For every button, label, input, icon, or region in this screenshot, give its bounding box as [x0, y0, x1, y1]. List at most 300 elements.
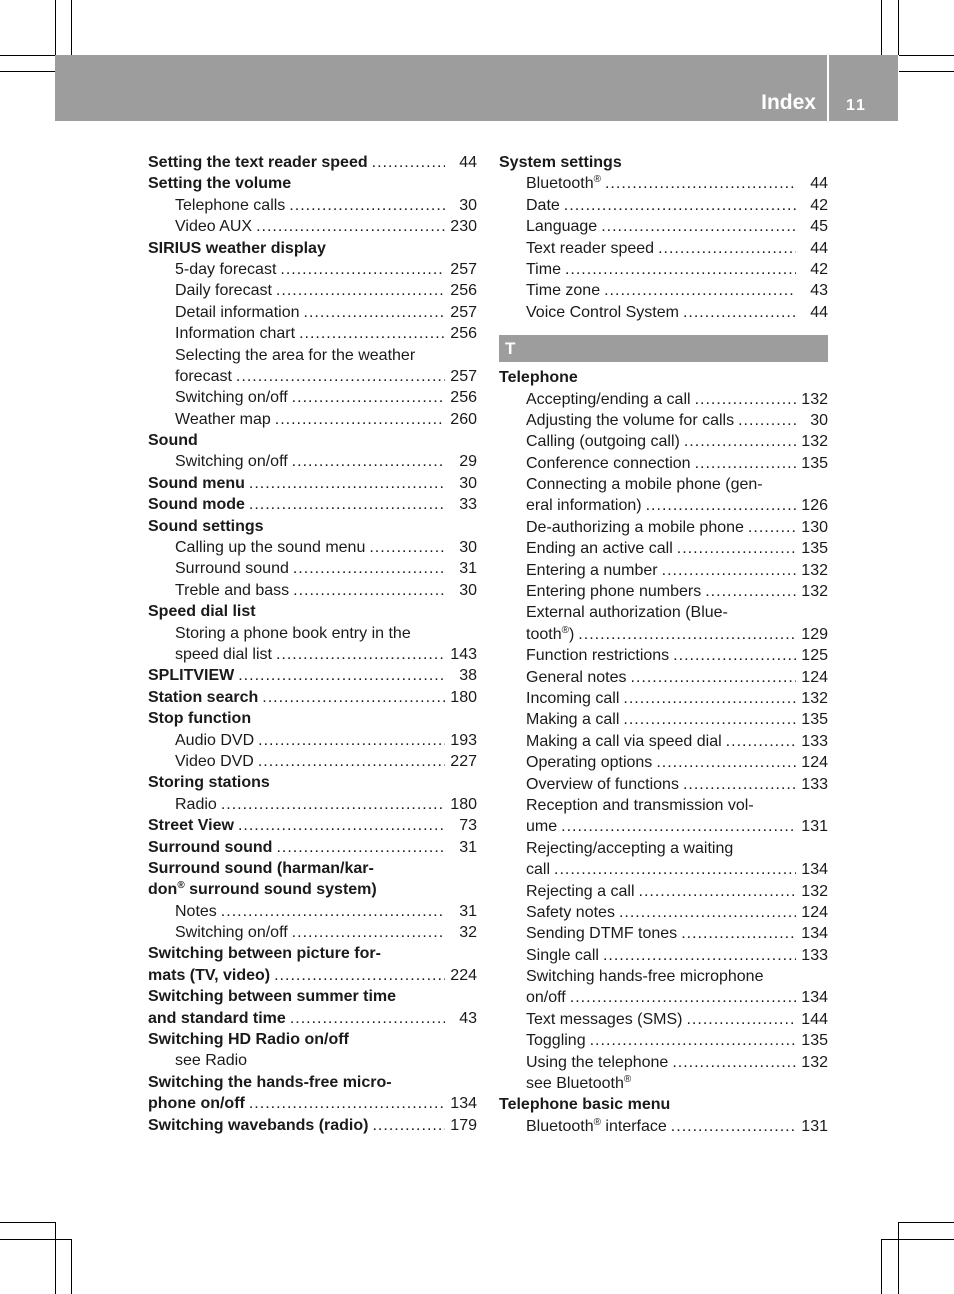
entry-label: Storing a phone book entry in the	[175, 624, 411, 642]
entry-text	[148, 665, 238, 686]
leader-dots	[658, 238, 796, 259]
leader-dots	[677, 538, 796, 559]
index-entry	[148, 772, 477, 793]
entry-text	[526, 688, 623, 709]
leader-dots	[276, 837, 445, 858]
index-subentry	[148, 195, 477, 216]
entry-text	[148, 1031, 349, 1048]
index-subentry	[499, 966, 828, 987]
section-letter-bar: T	[499, 335, 828, 362]
entry-label-suffix: )	[568, 625, 575, 643]
page-reference[interactable]: 30	[445, 537, 477, 558]
entry-label: Speed dial list	[148, 603, 256, 621]
leader-dots	[695, 453, 796, 474]
leader-dots	[683, 774, 796, 795]
entry-text	[526, 517, 748, 538]
entry-label: Sound settings	[148, 517, 264, 535]
page-reference[interactable]: 131	[796, 1116, 828, 1137]
entry-text	[526, 431, 684, 452]
entry-text	[526, 1009, 686, 1030]
leader-dots	[603, 945, 796, 966]
page-reference[interactable]: 134	[796, 987, 828, 1008]
index-entry	[148, 858, 477, 879]
page-reference[interactable]: 42	[796, 195, 828, 216]
entry-label: Bluetooth	[526, 175, 594, 193]
entry-label: Switching between summer time	[148, 988, 397, 1006]
page-reference[interactable]: 125	[796, 645, 828, 666]
entry-label: Sound mode	[148, 496, 245, 514]
page-reference[interactable]: 44	[796, 238, 828, 259]
entry-label: Setting the text reader speed	[148, 154, 368, 171]
page-reference[interactable]: 43	[796, 280, 828, 301]
entry-text	[526, 667, 631, 688]
index-entry	[148, 1008, 477, 1029]
index-subentry	[148, 1050, 477, 1071]
leader-dots	[289, 195, 445, 216]
index-entry	[148, 815, 477, 836]
index-subentry	[148, 901, 477, 922]
entry-text	[148, 881, 377, 898]
index-entry	[148, 601, 477, 622]
entry-text	[148, 152, 372, 173]
entry-label: Time zone	[526, 282, 601, 300]
page-reference[interactable]: 131	[796, 816, 828, 837]
entry-text	[526, 280, 604, 301]
entry-label: SIRIUS weather display	[148, 239, 326, 257]
entry-label-suffix: interface	[600, 1117, 667, 1135]
entry-label: Operating options	[526, 754, 653, 772]
page-reference[interactable]: 31	[445, 558, 477, 579]
entry-text	[175, 409, 275, 430]
page-title: Index	[761, 91, 816, 114]
entry-text	[526, 173, 605, 194]
page-reference[interactable]: 33	[445, 494, 477, 515]
index-entry	[499, 1094, 828, 1115]
index-entry	[148, 708, 477, 729]
leader-dots	[221, 794, 445, 815]
entry-text	[175, 280, 276, 301]
page-reference[interactable]: 256	[445, 387, 477, 408]
entry-label: Conference connection	[526, 454, 691, 472]
entry-text	[175, 644, 276, 665]
entry-label: Single call	[526, 946, 599, 964]
index-entry	[148, 986, 477, 1007]
leader-dots	[604, 280, 796, 301]
entry-label: Street View	[148, 817, 234, 835]
entry-label: tooth	[526, 625, 562, 643]
entry-label: Text messages (SMS)	[526, 1010, 683, 1028]
leader-dots	[554, 859, 796, 880]
entry-text	[526, 774, 683, 795]
page-reference[interactable]: 124	[796, 752, 828, 773]
entry-label: Switching hands-free microphone	[526, 968, 764, 986]
leader-dots	[695, 389, 796, 410]
index-subentry	[499, 838, 828, 859]
entry-label: SPLITVIEW	[148, 667, 235, 685]
leader-dots	[299, 323, 445, 344]
page-reference[interactable]: 135	[796, 709, 828, 730]
entry-label: Information chart	[175, 325, 296, 343]
page-reference[interactable]: 134	[796, 859, 828, 880]
page-reference[interactable]: 260	[445, 409, 477, 430]
entry-text	[526, 538, 677, 559]
leader-dots	[276, 280, 445, 301]
leader-dots	[570, 987, 796, 1008]
page-reference[interactable]: 32	[445, 922, 477, 943]
index-subentry	[148, 751, 477, 772]
index-subentry	[499, 410, 828, 431]
entry-label: Text reader speed	[526, 239, 655, 257]
entry-text	[175, 195, 289, 216]
page-reference[interactable]: 132	[796, 1052, 828, 1073]
entry-text	[175, 537, 369, 558]
index-subentry	[499, 474, 828, 495]
page-reference[interactable]: 227	[445, 751, 477, 772]
entry-label: Safety notes	[526, 903, 615, 921]
leader-dots	[221, 901, 445, 922]
entry-text	[526, 945, 603, 966]
index-subentry	[499, 752, 828, 773]
leader-dots	[681, 923, 796, 944]
leader-dots	[646, 495, 796, 516]
page-reference[interactable]: 144	[796, 1009, 828, 1030]
registered-mark: ®	[561, 624, 569, 636]
page-reference[interactable]: 38	[445, 665, 477, 686]
leader-dots	[623, 688, 796, 709]
page-reference[interactable]: 257	[445, 302, 477, 323]
entry-label: Weather map	[175, 410, 271, 428]
leader-dots	[290, 1008, 445, 1029]
leader-dots	[276, 644, 445, 665]
page-reference[interactable]: 135	[796, 538, 828, 559]
index-subentry	[148, 302, 477, 323]
registered-mark: ®	[593, 174, 601, 186]
index-subentry	[148, 280, 477, 301]
index-subentry	[499, 624, 828, 645]
page-reference[interactable]: 230	[445, 216, 477, 237]
crop-mark	[0, 1239, 71, 1240]
index-subentry	[499, 495, 828, 516]
page-reference[interactable]: 224	[445, 965, 477, 986]
page-number: 11	[846, 97, 867, 114]
entry-text	[526, 645, 673, 666]
index-subentry	[499, 173, 828, 194]
page-reference[interactable]: 73	[445, 815, 477, 836]
index-column-left	[148, 152, 477, 1136]
index-subentry	[148, 558, 477, 579]
page-reference[interactable]: 30	[445, 580, 477, 601]
leader-dots	[601, 216, 796, 237]
index-subentry	[499, 1030, 828, 1051]
index-subentry	[148, 730, 477, 751]
entry-label: Entering phone numbers	[526, 583, 702, 601]
page-reference[interactable]: 42	[796, 259, 828, 280]
entry-text	[526, 1116, 671, 1137]
page-reference[interactable]: 43	[445, 1008, 477, 1029]
index-entry	[148, 430, 477, 451]
leader-dots	[280, 259, 445, 280]
entry-text	[148, 837, 276, 858]
entry-text	[526, 881, 639, 902]
leader-dots	[304, 302, 446, 323]
leader-dots	[631, 667, 796, 688]
page-reference[interactable]: 30	[445, 473, 477, 494]
index-subentry	[148, 623, 477, 644]
entry-text	[526, 624, 578, 645]
index-subentry	[499, 1116, 828, 1137]
entry-text	[148, 473, 249, 494]
page-reference[interactable]: 134	[796, 923, 828, 944]
page-reference[interactable]: 45	[796, 216, 828, 237]
leader-dots	[292, 451, 445, 472]
index-subentry	[148, 345, 477, 366]
index-subentry	[148, 451, 477, 472]
entry-text	[526, 816, 561, 837]
entry-label: Video DVD	[175, 752, 254, 770]
leader-dots	[564, 195, 796, 216]
crop-mark	[55, 1222, 56, 1294]
entry-text	[148, 687, 262, 708]
page-reference[interactable]: 44	[445, 152, 477, 173]
index-subentry	[499, 538, 828, 559]
index-entry	[148, 473, 477, 494]
page-reference[interactable]: 256	[445, 323, 477, 344]
entry-text	[526, 1075, 631, 1092]
index-entry	[148, 1072, 477, 1093]
page-reference[interactable]: 126	[796, 495, 828, 516]
index-subentry	[499, 517, 828, 538]
index-subentry	[499, 709, 828, 730]
entry-label: 5-day forecast	[175, 260, 277, 278]
index-subentry	[499, 1052, 828, 1073]
index-subentry	[499, 816, 828, 837]
index-subentry	[499, 216, 828, 237]
index-entry	[148, 173, 477, 194]
entry-label: Telephone basic menu	[499, 1096, 671, 1114]
page-reference[interactable]: 130	[796, 517, 828, 538]
page-reference[interactable]: 29	[445, 451, 477, 472]
index-subentry	[499, 795, 828, 816]
index-subentry	[499, 195, 828, 216]
page-reference[interactable]: 132	[796, 688, 828, 709]
entry-label: mats (TV, video)	[148, 966, 271, 984]
page-reference[interactable]: 132	[796, 581, 828, 602]
entry-text	[148, 494, 249, 515]
entry-text	[175, 302, 304, 323]
entry-text	[526, 216, 601, 237]
page-reference[interactable]: 193	[445, 730, 477, 751]
entry-text	[148, 860, 374, 877]
index-entry	[148, 965, 477, 986]
entry-text	[148, 945, 381, 962]
entry-label: Adjusting the volume for calls	[526, 411, 735, 429]
entry-text	[175, 625, 411, 642]
index-subentry	[499, 688, 828, 709]
entry-label: Sending DTMF tones	[526, 925, 678, 943]
entry-text	[148, 1093, 249, 1114]
index-subentry	[499, 945, 828, 966]
leader-dots	[672, 1052, 796, 1073]
page-reference[interactable]: 30	[796, 410, 828, 431]
entry-text	[526, 410, 738, 431]
crop-mark	[55, 0, 56, 55]
entry-label: ume	[526, 818, 558, 836]
leader-dots	[258, 751, 445, 772]
entry-label: Sound	[148, 432, 198, 450]
entry-label: forecast	[175, 367, 232, 385]
entry-text	[499, 154, 622, 171]
index-subentry	[499, 731, 828, 752]
leader-dots	[249, 1093, 445, 1114]
entry-text	[148, 175, 291, 192]
crop-mark	[898, 0, 899, 55]
index-column-right	[499, 152, 828, 1137]
index-subentry	[499, 453, 828, 474]
entry-text	[526, 1030, 590, 1051]
entry-label: on/off	[526, 989, 566, 1007]
page-reference[interactable]: 180	[445, 687, 477, 708]
entry-text	[526, 902, 619, 923]
entry-text	[148, 518, 264, 535]
header-separator	[827, 55, 829, 121]
index-subentry	[499, 280, 828, 301]
page-reference[interactable]: 180	[445, 794, 477, 815]
entry-text	[175, 366, 236, 387]
entry-text	[499, 1096, 670, 1113]
entry-label: Voice Control System	[526, 303, 679, 321]
entry-label: Calling (outgoing call)	[526, 433, 680, 451]
leader-dots	[372, 152, 445, 173]
entry-label: Making a call via speed dial	[526, 732, 722, 750]
entry-text	[148, 710, 251, 727]
entry-text	[175, 922, 292, 943]
page-reference[interactable]: 44	[796, 302, 828, 323]
page-reference[interactable]: 256	[445, 280, 477, 301]
page-reference[interactable]: 124	[796, 902, 828, 923]
index-subentry	[499, 645, 828, 666]
entry-text	[175, 323, 299, 344]
index-subentry	[499, 902, 828, 923]
entry-label: Detail information	[175, 303, 300, 321]
crop-mark	[0, 1222, 55, 1223]
page-reference[interactable]: 179	[445, 1115, 477, 1136]
page-reference[interactable]: 129	[796, 624, 828, 645]
registered-mark: ®	[623, 1074, 632, 1086]
entry-text	[526, 389, 695, 410]
crop-mark	[898, 1222, 954, 1223]
entry-label: Entering a number	[526, 561, 658, 579]
leader-dots	[656, 752, 796, 773]
entry-text	[175, 751, 258, 772]
page-reference[interactable]: 132	[796, 881, 828, 902]
page-reference[interactable]: 44	[796, 173, 828, 194]
index-subentry	[499, 667, 828, 688]
index-subentry	[499, 859, 828, 880]
leader-dots	[292, 922, 445, 943]
crop-mark	[71, 1239, 72, 1294]
entry-text	[175, 558, 293, 579]
entry-text	[526, 709, 623, 730]
entry-label: Overview of functions	[526, 775, 679, 793]
entry-label: Incoming call	[526, 689, 620, 707]
page-reference[interactable]: 132	[796, 431, 828, 452]
index-subentry	[499, 1009, 828, 1030]
page-reference[interactable]: 30	[445, 195, 477, 216]
page-reference[interactable]: 132	[796, 389, 828, 410]
entry-label: speed dial list	[175, 645, 272, 663]
page-reference[interactable]: 133	[796, 731, 828, 752]
entry-text	[175, 216, 256, 237]
leader-dots	[293, 558, 445, 579]
leader-dots	[578, 624, 796, 645]
entry-label: Video AUX	[175, 218, 253, 236]
leader-dots	[292, 387, 445, 408]
crop-mark	[881, 1239, 882, 1294]
page-reference[interactable]: 257	[445, 366, 477, 387]
page-reference[interactable]: 143	[445, 644, 477, 665]
leader-dots	[673, 645, 796, 666]
entry-label: Making a call	[526, 711, 620, 729]
entry-text	[526, 731, 726, 752]
page-reference[interactable]: 135	[796, 1030, 828, 1051]
entry-label: Switching HD Radio on/off	[148, 1031, 349, 1049]
entry-text	[175, 347, 415, 364]
page-reference[interactable]: 134	[445, 1093, 477, 1114]
crop-mark	[0, 55, 55, 56]
page-reference[interactable]: 257	[445, 259, 477, 280]
leader-dots	[238, 815, 445, 836]
index-subentry	[499, 1073, 828, 1094]
page-reference[interactable]: 31	[445, 837, 477, 858]
index-subentry	[499, 259, 828, 280]
index-entry	[148, 687, 477, 708]
index-subentry	[499, 581, 828, 602]
entry-text	[499, 369, 578, 386]
entry-label: System settings	[499, 154, 622, 171]
index-subentry	[499, 774, 828, 795]
entry-text	[175, 387, 292, 408]
entry-text	[526, 453, 695, 474]
entry-label: Time	[526, 260, 561, 278]
page-reference[interactable]: 132	[796, 560, 828, 581]
leader-dots	[249, 473, 445, 494]
index-entry	[148, 879, 477, 900]
page-reference[interactable]: 135	[796, 453, 828, 474]
page-reference[interactable]: 133	[796, 945, 828, 966]
entry-text	[526, 604, 728, 621]
leader-dots	[605, 173, 796, 194]
entry-label: Accepting/ending a call	[526, 390, 691, 408]
entry-label: Stop function	[148, 710, 252, 728]
entry-label: Selecting the area for the weather	[175, 346, 416, 364]
index-entry	[148, 1115, 477, 1136]
entry-label: Ending an active call	[526, 540, 673, 558]
page-reference[interactable]: 133	[796, 774, 828, 795]
entry-text	[175, 1052, 247, 1069]
entry-label: Rejecting a call	[526, 882, 635, 900]
entry-text	[526, 581, 705, 602]
index-entry	[499, 152, 828, 173]
page-reference[interactable]: 124	[796, 667, 828, 688]
index-entry	[499, 367, 828, 388]
leader-dots	[293, 580, 445, 601]
entry-label: Treble and bass	[175, 581, 290, 599]
leader-dots	[683, 302, 796, 323]
page-reference[interactable]: 31	[445, 901, 477, 922]
leader-dots	[238, 665, 445, 686]
entry-label: Setting the volume	[148, 175, 292, 193]
leader-dots	[686, 1009, 796, 1030]
